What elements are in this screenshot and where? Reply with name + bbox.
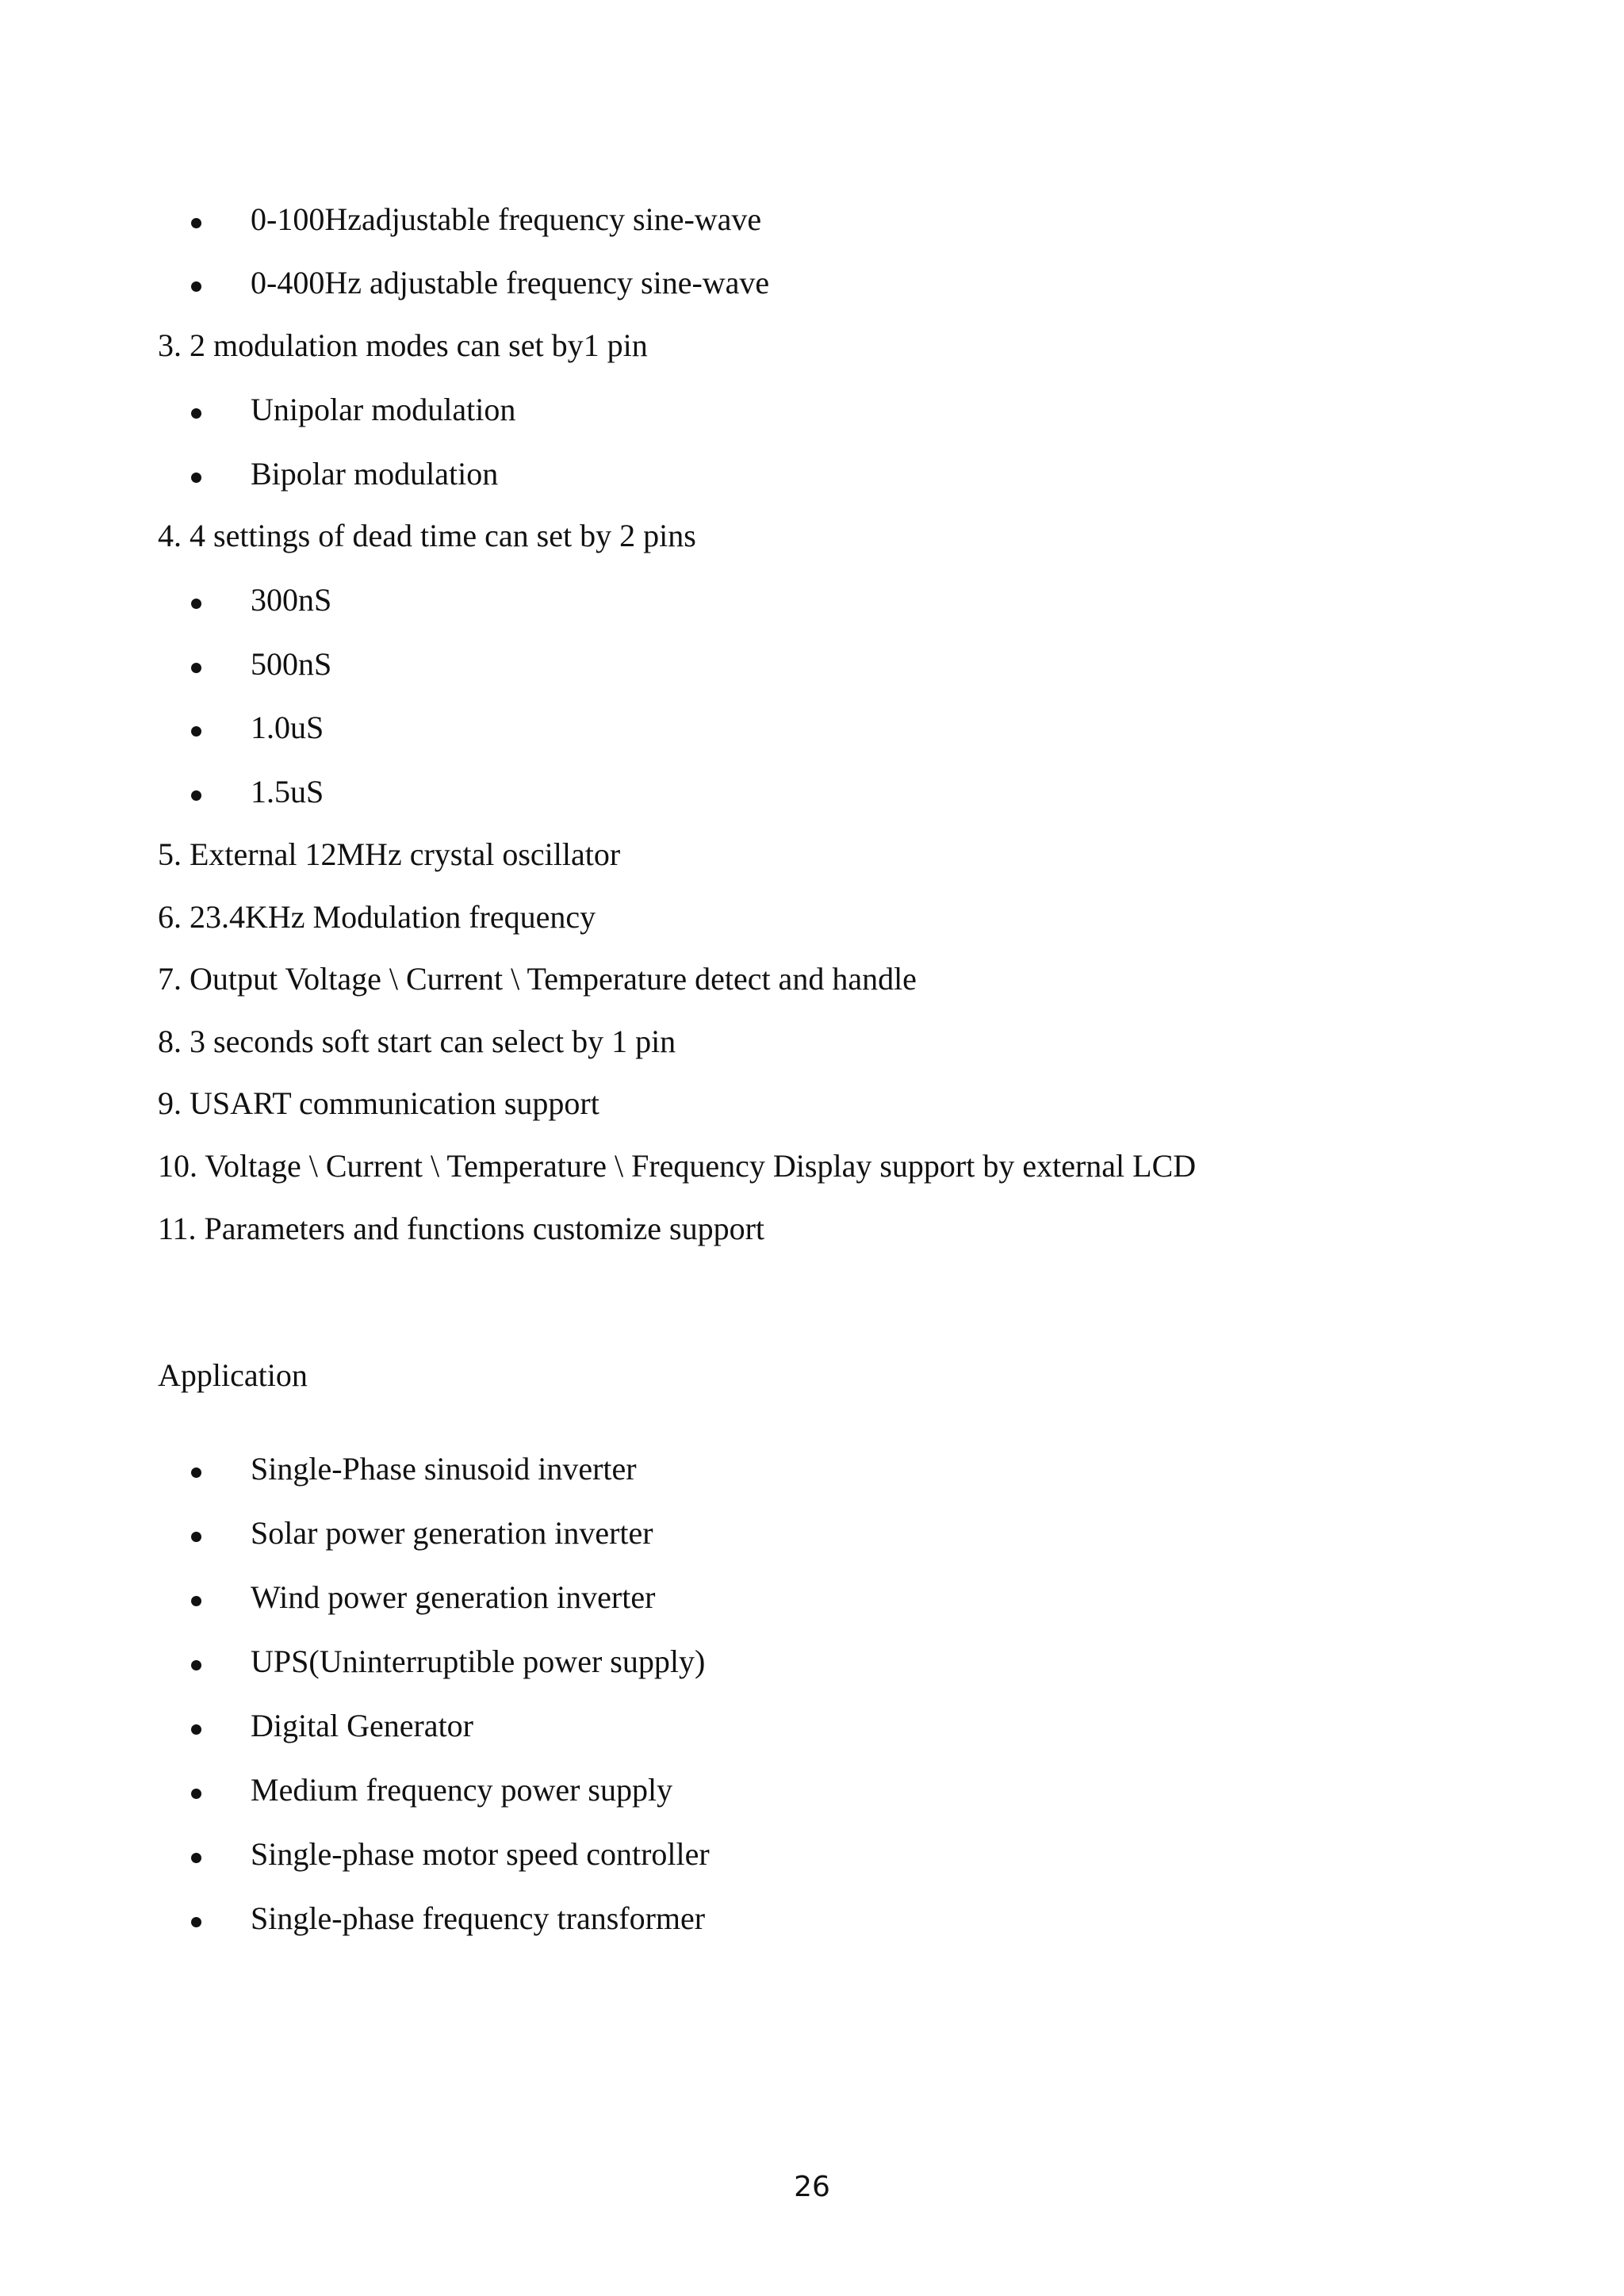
bullet-icon bbox=[191, 1468, 201, 1478]
application-item: Digital Generator bbox=[251, 1708, 473, 1743]
application-item: UPS(Uninterruptible power supply) bbox=[251, 1644, 706, 1679]
bullet-icon bbox=[191, 726, 201, 737]
dead-time-bullet: 1.0uS bbox=[251, 710, 324, 745]
application-item: Single-phase motor speed controller bbox=[251, 1836, 710, 1872]
feature-item-8: 8. 3 seconds soft start can select by 1 pin bbox=[158, 1024, 676, 1059]
bullet-icon bbox=[191, 1724, 201, 1735]
bullet-icon bbox=[191, 790, 201, 801]
feature-item-5: 5. External 12MHz crystal oscillator bbox=[158, 836, 621, 872]
modulation-bullet: Bipolar modulation bbox=[251, 456, 499, 492]
bullet-icon bbox=[191, 1532, 201, 1542]
modulation-bullet: Unipolar modulation bbox=[251, 392, 516, 427]
feature-item-7: 7. Output Voltage \ Current \ Temperature detect and handle bbox=[158, 961, 917, 997]
application-item: Medium frequency power supply bbox=[251, 1772, 673, 1808]
dead-time-bullet: 500nS bbox=[251, 646, 332, 682]
bullet-icon bbox=[191, 218, 201, 228]
feature-item-10: 10. Voltage \ Current \ Temperature \ Frequency Display support by external LCD bbox=[158, 1148, 1197, 1184]
bullet-icon bbox=[191, 1853, 201, 1863]
feature-bullet: 0-100Hzadjustable frequency sine-wave bbox=[251, 201, 762, 237]
application-item: Single-phase frequency transformer bbox=[251, 1900, 706, 1936]
bullet-icon bbox=[191, 473, 201, 483]
bullet-icon bbox=[191, 663, 201, 673]
bullet-icon bbox=[191, 1789, 201, 1799]
bullet-icon bbox=[191, 1596, 201, 1606]
bullet-icon bbox=[191, 281, 201, 292]
bullet-icon bbox=[191, 599, 201, 609]
feature-bullet: 0-400Hz adjustable frequency sine-wave bbox=[251, 265, 770, 300]
bullet-icon bbox=[191, 1917, 201, 1927]
application-item: Wind power generation inverter bbox=[251, 1579, 656, 1615]
page-number: 26 bbox=[794, 2171, 830, 2203]
feature-item-11: 11. Parameters and functions customize support bbox=[158, 1211, 764, 1246]
feature-item-6: 6. 23.4KHz Modulation frequency bbox=[158, 899, 596, 935]
bullet-icon bbox=[191, 1660, 201, 1670]
feature-item-4: 4. 4 settings of dead time can set by 2 pins bbox=[158, 518, 696, 553]
bullet-icon bbox=[191, 408, 201, 419]
application-item: Single-Phase sinusoid inverter bbox=[251, 1451, 637, 1487]
feature-item-9: 9. USART communication support bbox=[158, 1085, 599, 1121]
application-heading: Application bbox=[158, 1357, 308, 1393]
application-item: Solar power generation inverter bbox=[251, 1515, 653, 1551]
feature-item-3: 3. 2 modulation modes can set by1 pin bbox=[158, 327, 648, 363]
dead-time-bullet: 300nS bbox=[251, 582, 332, 618]
dead-time-bullet: 1.5uS bbox=[251, 774, 324, 809]
